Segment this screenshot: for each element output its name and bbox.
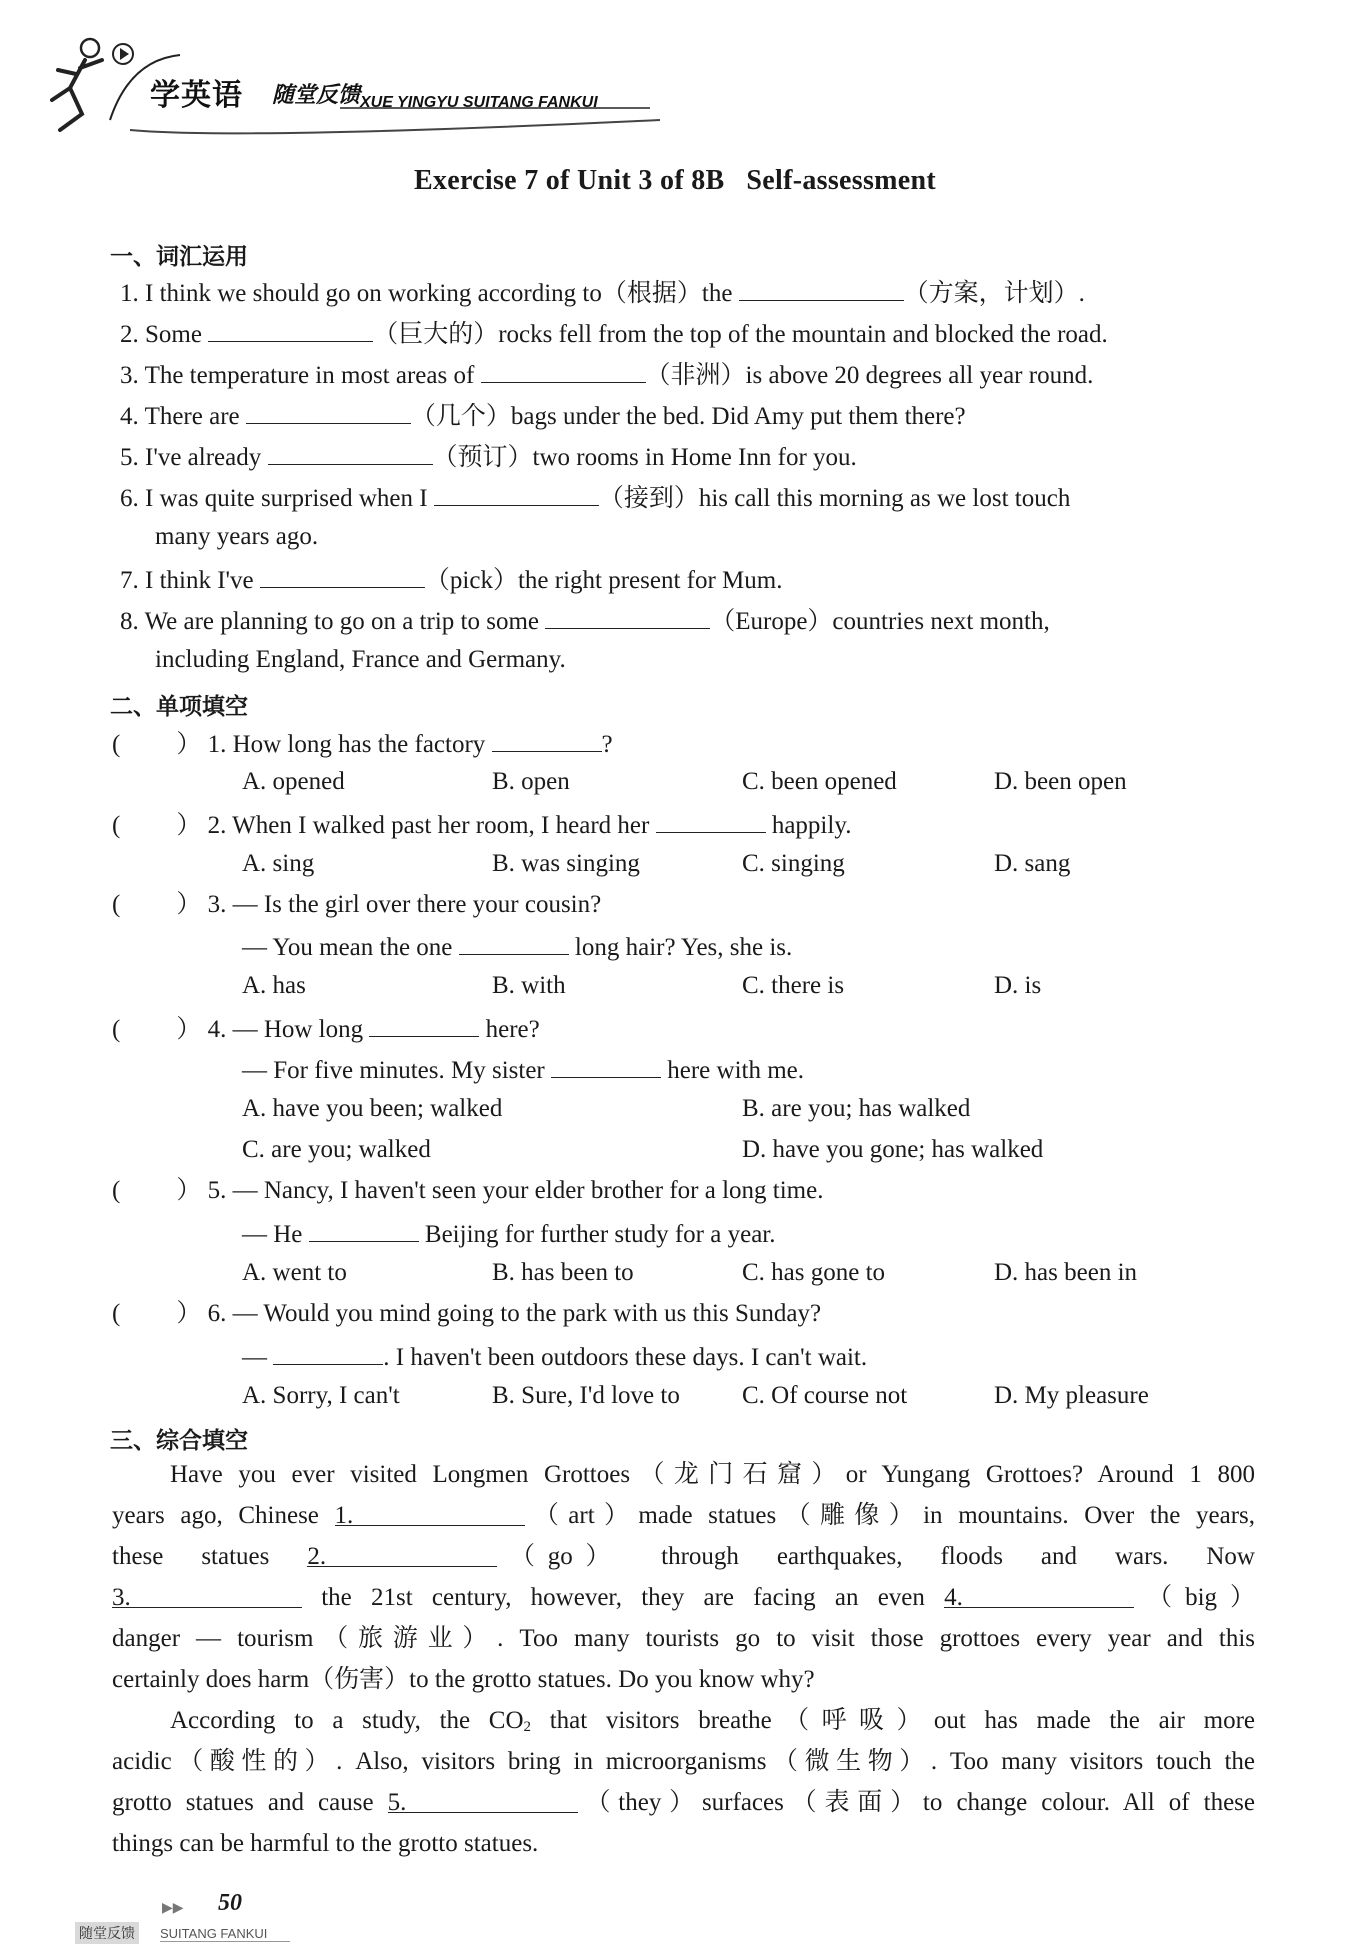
item-text: （非洲）is above 20 degrees all year round. <box>645 362 1094 389</box>
brand-main-text: 学英语 <box>150 78 243 113</box>
answer-blank[interactable] <box>545 604 710 629</box>
vocab-item-4 <box>120 399 966 432</box>
passage-line: acidic（酸性的）. Also, visitors bring in microorganisms（微生物）. Too many visitors touch the <box>112 1748 1255 1775</box>
item-number: 4. <box>120 403 139 430</box>
cloze-blank-3[interactable]: 3. <box>112 1583 302 1608</box>
item-text: I think I've <box>145 567 260 594</box>
option-c: C. there is <box>742 972 845 999</box>
brand-sub-text: 随堂反馈 <box>272 83 361 108</box>
vocab-item-7 <box>120 563 782 596</box>
passage-line: 3. the 21st century, however, they are facing an even 4. （big） <box>112 1584 1255 1611</box>
passage-line: Have you ever visited Longmen Grottoes（龙门石窟）or Yungang Grottoes? Around 1 800 <box>170 1461 1255 1488</box>
mc-question-3 <box>112 890 601 920</box>
passage-line: According to a study, the $CO_2$ that visitors breathe（呼吸）out has made the air more <box>170 1707 1255 1735</box>
option-a: A. Sorry, I can't <box>242 1382 400 1409</box>
item-text: The temperature in most areas of <box>144 362 481 389</box>
subscript: 2 <box>523 1719 532 1735</box>
passage-line: certainly does harm（伤害）to the grotto statues. Do you know why? <box>112 1666 815 1693</box>
option-b: B. open <box>492 768 570 795</box>
cloze-blank-4[interactable]: 4. <box>944 1583 1134 1608</box>
passage-line: years ago, Chinese 1. （art）made statues（雕像）in mountains. Over the years, <box>112 1502 1256 1529</box>
footer-pinyin: SUITANG FANKUI <box>160 1926 290 1942</box>
answer-blank[interactable] <box>208 317 373 342</box>
answer-blank[interactable] <box>434 481 599 506</box>
option-c: C. Of course not <box>742 1382 908 1409</box>
passage-line: grotto statues and cause 5. （they）surfaces（表面）to change colour. All of these <box>112 1789 1255 1816</box>
option-b: B. has been to <box>492 1259 634 1286</box>
item-number: 5. <box>120 444 139 471</box>
option-c: C. are you; walked <box>242 1136 431 1163</box>
question-stem: ? <box>601 731 613 758</box>
option-b: B. was singing <box>492 850 640 877</box>
question-stem: ） 6. — Would you mind going to the park with us this Sunday? <box>176 1300 822 1327</box>
vocab-item-8-cont: including England, France and Germany. <box>155 646 566 673</box>
question-stem: happily. <box>765 812 852 839</box>
vocab-item-3 <box>120 358 1093 391</box>
item-text: （pick）the right present for Mum. <box>424 567 783 594</box>
option-a: A. opened <box>242 768 345 795</box>
vocab-item-6-cont: many years ago. <box>155 523 319 550</box>
cloze-blank-1[interactable]: 1. <box>335 1501 525 1526</box>
option-d: D. is <box>994 972 1042 999</box>
vocab-item-1 <box>120 276 1085 309</box>
item-text: I was quite surprised when I <box>145 485 434 512</box>
vocab-item-2 <box>120 317 1108 350</box>
item-number: 2. <box>120 321 139 348</box>
mc-question-5 <box>112 1176 823 1206</box>
option-c: C. been opened <box>742 768 897 795</box>
item-number: 6. <box>120 485 139 512</box>
question-4-line2: — For five minutes. My sister here with me. <box>242 1053 804 1086</box>
item-number: 3. <box>120 362 139 389</box>
answer-blank[interactable] <box>739 276 904 301</box>
answer-paren: ( <box>112 891 121 918</box>
brand-pinyin-text: XUE YINGYU SUITANG FANKUI <box>360 94 598 111</box>
item-text: （预订）two rooms in Home Inn for you. <box>432 444 857 471</box>
option-b: B. with <box>492 972 566 999</box>
cloze-blank-2[interactable]: 2. <box>307 1542 497 1567</box>
mc-question-4 <box>112 1012 540 1045</box>
answer-blank[interactable] <box>492 727 602 752</box>
question-3-line2: — You mean the one long hair? Yes, she is. <box>242 930 792 963</box>
vocab-item-8 <box>120 604 1050 637</box>
footer-tag: 随堂反馈 <box>75 1922 139 1944</box>
item-text: （方案，计划）. <box>903 280 1085 307</box>
vocab-item-5 <box>120 440 857 473</box>
option-a: A. has <box>242 972 306 999</box>
option-d: D. has been in <box>994 1259 1138 1286</box>
section2-heading: 二、单项填空 <box>110 694 248 720</box>
option-a: A. have you been; walked <box>242 1095 503 1122</box>
option-d: D. have you gone; has walked <box>742 1136 1044 1163</box>
question-stem: ） 1. How long has the factory <box>176 731 492 758</box>
option-a: A. went to <box>242 1259 347 1286</box>
footer-arrow-icon: ▶▶ <box>162 1900 184 1916</box>
item-text: I've already <box>145 444 268 471</box>
question-stem: ） 2. When I walked past her room, I heard her <box>176 812 656 839</box>
answer-paren: ( <box>112 1016 121 1043</box>
answer-blank[interactable] <box>246 399 411 424</box>
answer-blank[interactable] <box>260 563 425 588</box>
mc-question-6 <box>112 1299 821 1329</box>
option-d: D. sang <box>994 850 1071 877</box>
passage-line: things can be harmful to the grotto statues. <box>112 1830 539 1857</box>
question-stem: ） 3. — Is the girl over there your cousin? <box>176 891 602 918</box>
question-5-line2: — He Beijing for further study for a year. <box>242 1217 776 1250</box>
question-stem: here? <box>479 1016 540 1043</box>
answer-blank[interactable] <box>459 930 569 955</box>
cloze-blank-5[interactable]: 5. <box>388 1788 578 1813</box>
answer-paren: ( <box>112 812 121 839</box>
option-a: A. sing <box>242 850 315 877</box>
item-text: I think we should go on working according to（根据）the <box>145 280 739 307</box>
vocab-item-6 <box>120 481 1070 514</box>
option-c: C. has gone to <box>742 1259 886 1286</box>
answer-blank[interactable] <box>551 1053 661 1078</box>
item-text: Some <box>145 321 209 348</box>
answer-blank[interactable] <box>273 1340 383 1365</box>
item-number: 1. <box>120 280 139 307</box>
item-text: （几个）bags under the bed. Did Amy put them there? <box>410 403 966 430</box>
page-title: Exercise 7 of Unit 3 of 8B Self-assessment <box>413 165 937 196</box>
answer-paren: ( <box>112 1300 121 1327</box>
question-6-line2: — . I haven't been outdoors these days. I can't wait. <box>242 1340 867 1373</box>
passage-line: danger — tourism（旅游业）. Too many tourists go to visit those grottoes every year and this <box>112 1625 1255 1652</box>
item-text: We are planning to go on a trip to some <box>144 608 546 635</box>
item-text: （巨大的）rocks fell from the top of the mountain and blocked the road. <box>373 321 1108 348</box>
answer-blank[interactable] <box>481 358 646 383</box>
item-text: （接到）his call this morning as we lost touch <box>598 485 1071 512</box>
option-c: C. singing <box>742 850 845 877</box>
mc-question-1 <box>112 727 613 760</box>
answer-paren: ( <box>112 1177 121 1204</box>
answer-blank[interactable] <box>369 1012 479 1037</box>
section1-heading: 一、词汇运用 <box>110 244 248 270</box>
item-number: 7. <box>120 567 139 594</box>
item-text: （Europe）countries next month, <box>710 608 1050 635</box>
passage-line: these statues 2. （go） through earthquakes, floods and wars. Now <box>112 1543 1255 1570</box>
question-stem: ） 4. — How long <box>176 1016 370 1043</box>
mc-question-2 <box>112 808 851 841</box>
item-text: There are <box>144 403 246 430</box>
option-b: B. Sure, I'd love to <box>492 1382 680 1409</box>
answer-blank[interactable] <box>309 1217 419 1242</box>
question-stem: ） 5. — Nancy, I haven't seen your elder brother for a long time. <box>176 1177 824 1204</box>
section3-heading: 三、综合填空 <box>110 1428 248 1454</box>
item-number: 8. <box>120 608 139 635</box>
option-d: D. been open <box>994 768 1127 795</box>
answer-blank[interactable] <box>268 440 433 465</box>
page-number: 50 <box>218 1890 242 1916</box>
header-banner <box>40 30 680 140</box>
option-b: B. are you; has walked <box>742 1095 971 1122</box>
option-d: D. My pleasure <box>994 1382 1149 1409</box>
answer-paren: ( <box>112 731 121 758</box>
answer-blank[interactable] <box>656 808 766 833</box>
